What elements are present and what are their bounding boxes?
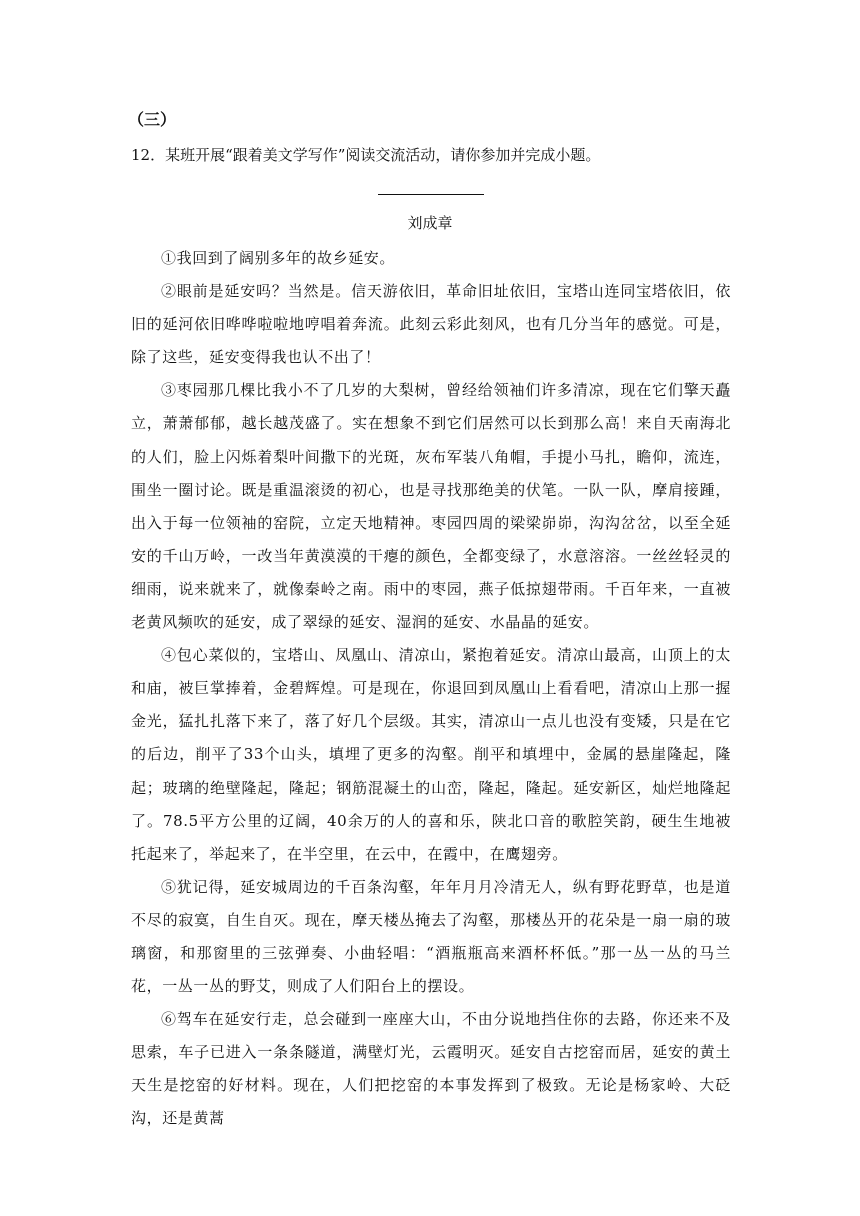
paragraph-3: ③枣园那几棵比我小不了几岁的大梨树，曾经给领袖们许多清凉，现在它们擎天矗立，萧萧郁郁，越长越茂盛了。实在想象不到它们居然可以长到那么高！来自天南海北的人们，脸上闪烁着梨叶间撒下的光斑，灰布军装八角帽，手提小马扎，瞻仰，流连，围坐一圈讨论。既是重温滚烫的初心，也是寻找那绝美的伏笔。一队一队，摩肩接踵，出入于每一位领袖的窑院，立定天地精神。枣园四周的梁梁峁峁，沟沟岔岔，以至全延安的千山万岭，一改当年黄漠漠的干瘪的颜色，全都变绿了，水意溶溶。一丝丝轻灵的细雨，说来就来了，就像秦岭之南。雨中的枣园，燕子低掠翅带雨。千百年来，一直被老黄风频吹的延安，成了翠绿的延安、湿润的延安、水晶晶的延安。 bbox=[131, 381, 731, 632]
title-blank-line bbox=[378, 194, 484, 195]
paragraph-4: ④包心菜似的，宝塔山、凤凰山、清凉山，紧抱着延安。清凉山最高，山顶上的太和庙，被巨掌捧着，金碧辉煌。可是现在，你退回到凤凰山上看看吧，清凉山上那一握金光，猛扎扎落下来了，落了好几个层级。其实，清凉山一点儿也没有变矮，只是在它的后边，削平了33个山头，填埋了更多的沟壑。削平和填埋中，金属的悬崖隆起，隆起；玻璃的绝壁隆起，隆起；钢筋混凝土的山峦，隆起，隆起。延安新区，灿烂地隆起了。78.5平方公里的辽阔，40余万的人的喜和乐，陕北口音的歌腔笑韵，硬生生地被托起来了，举起来了，在半空里，在云中，在霞中，在鹰翅旁。 bbox=[131, 646, 731, 863]
paragraph-1: ①我回到了阔别多年的故乡延安。 bbox=[161, 249, 396, 267]
question-prompt: 12．某班开展“跟着美文学写作”阅读交流活动，请你参加并完成小题。 bbox=[131, 146, 601, 164]
paragraph-2: ②眼前是延安吗？当然是。信天游依旧，革命旧址依旧，宝塔山连同宝塔依旧，依旧的延河依旧哗哗啦啦地哼唱着奔流。此刻云彩此刻风，也有几分当年的感觉。可是，除了这些，延安变得我也认不出了！ bbox=[131, 282, 731, 367]
section-label: （三） bbox=[128, 110, 177, 129]
paragraph-5: ⑤犹记得，延安城周边的千百条沟壑，年年月月冷清无人，纵有野花野草，也是道不尽的寂寞，自生自灭。现在，摩天楼丛掩去了沟壑，那楼丛开的花朵是一扇一扇的玻璃窗，和那窗里的三弦弹奏、小曲轻唱：“酒瓶瓶高来酒杯杯低。”那一丛一丛的马兰花，一丛一丛的野艾，则成了人们阳台上的摆设。 bbox=[131, 877, 731, 996]
article-author: 刘成章 bbox=[407, 214, 453, 232]
article-body bbox=[131, 242, 731, 1136]
paragraph-6: ⑥驾车在延安行走，总会碰到一座座大山，不由分说地挡住你的去路，你还来不及思索，车子已进入一条条隧道，满壁灯光，云霞明灭。延安自古挖窑而居，延安的黄土天生是挖窑的好材料。现在，人们把挖窑的本事发挥到了极致。无论是杨家岭、大砭沟，还是黄蒿 bbox=[131, 1010, 731, 1128]
